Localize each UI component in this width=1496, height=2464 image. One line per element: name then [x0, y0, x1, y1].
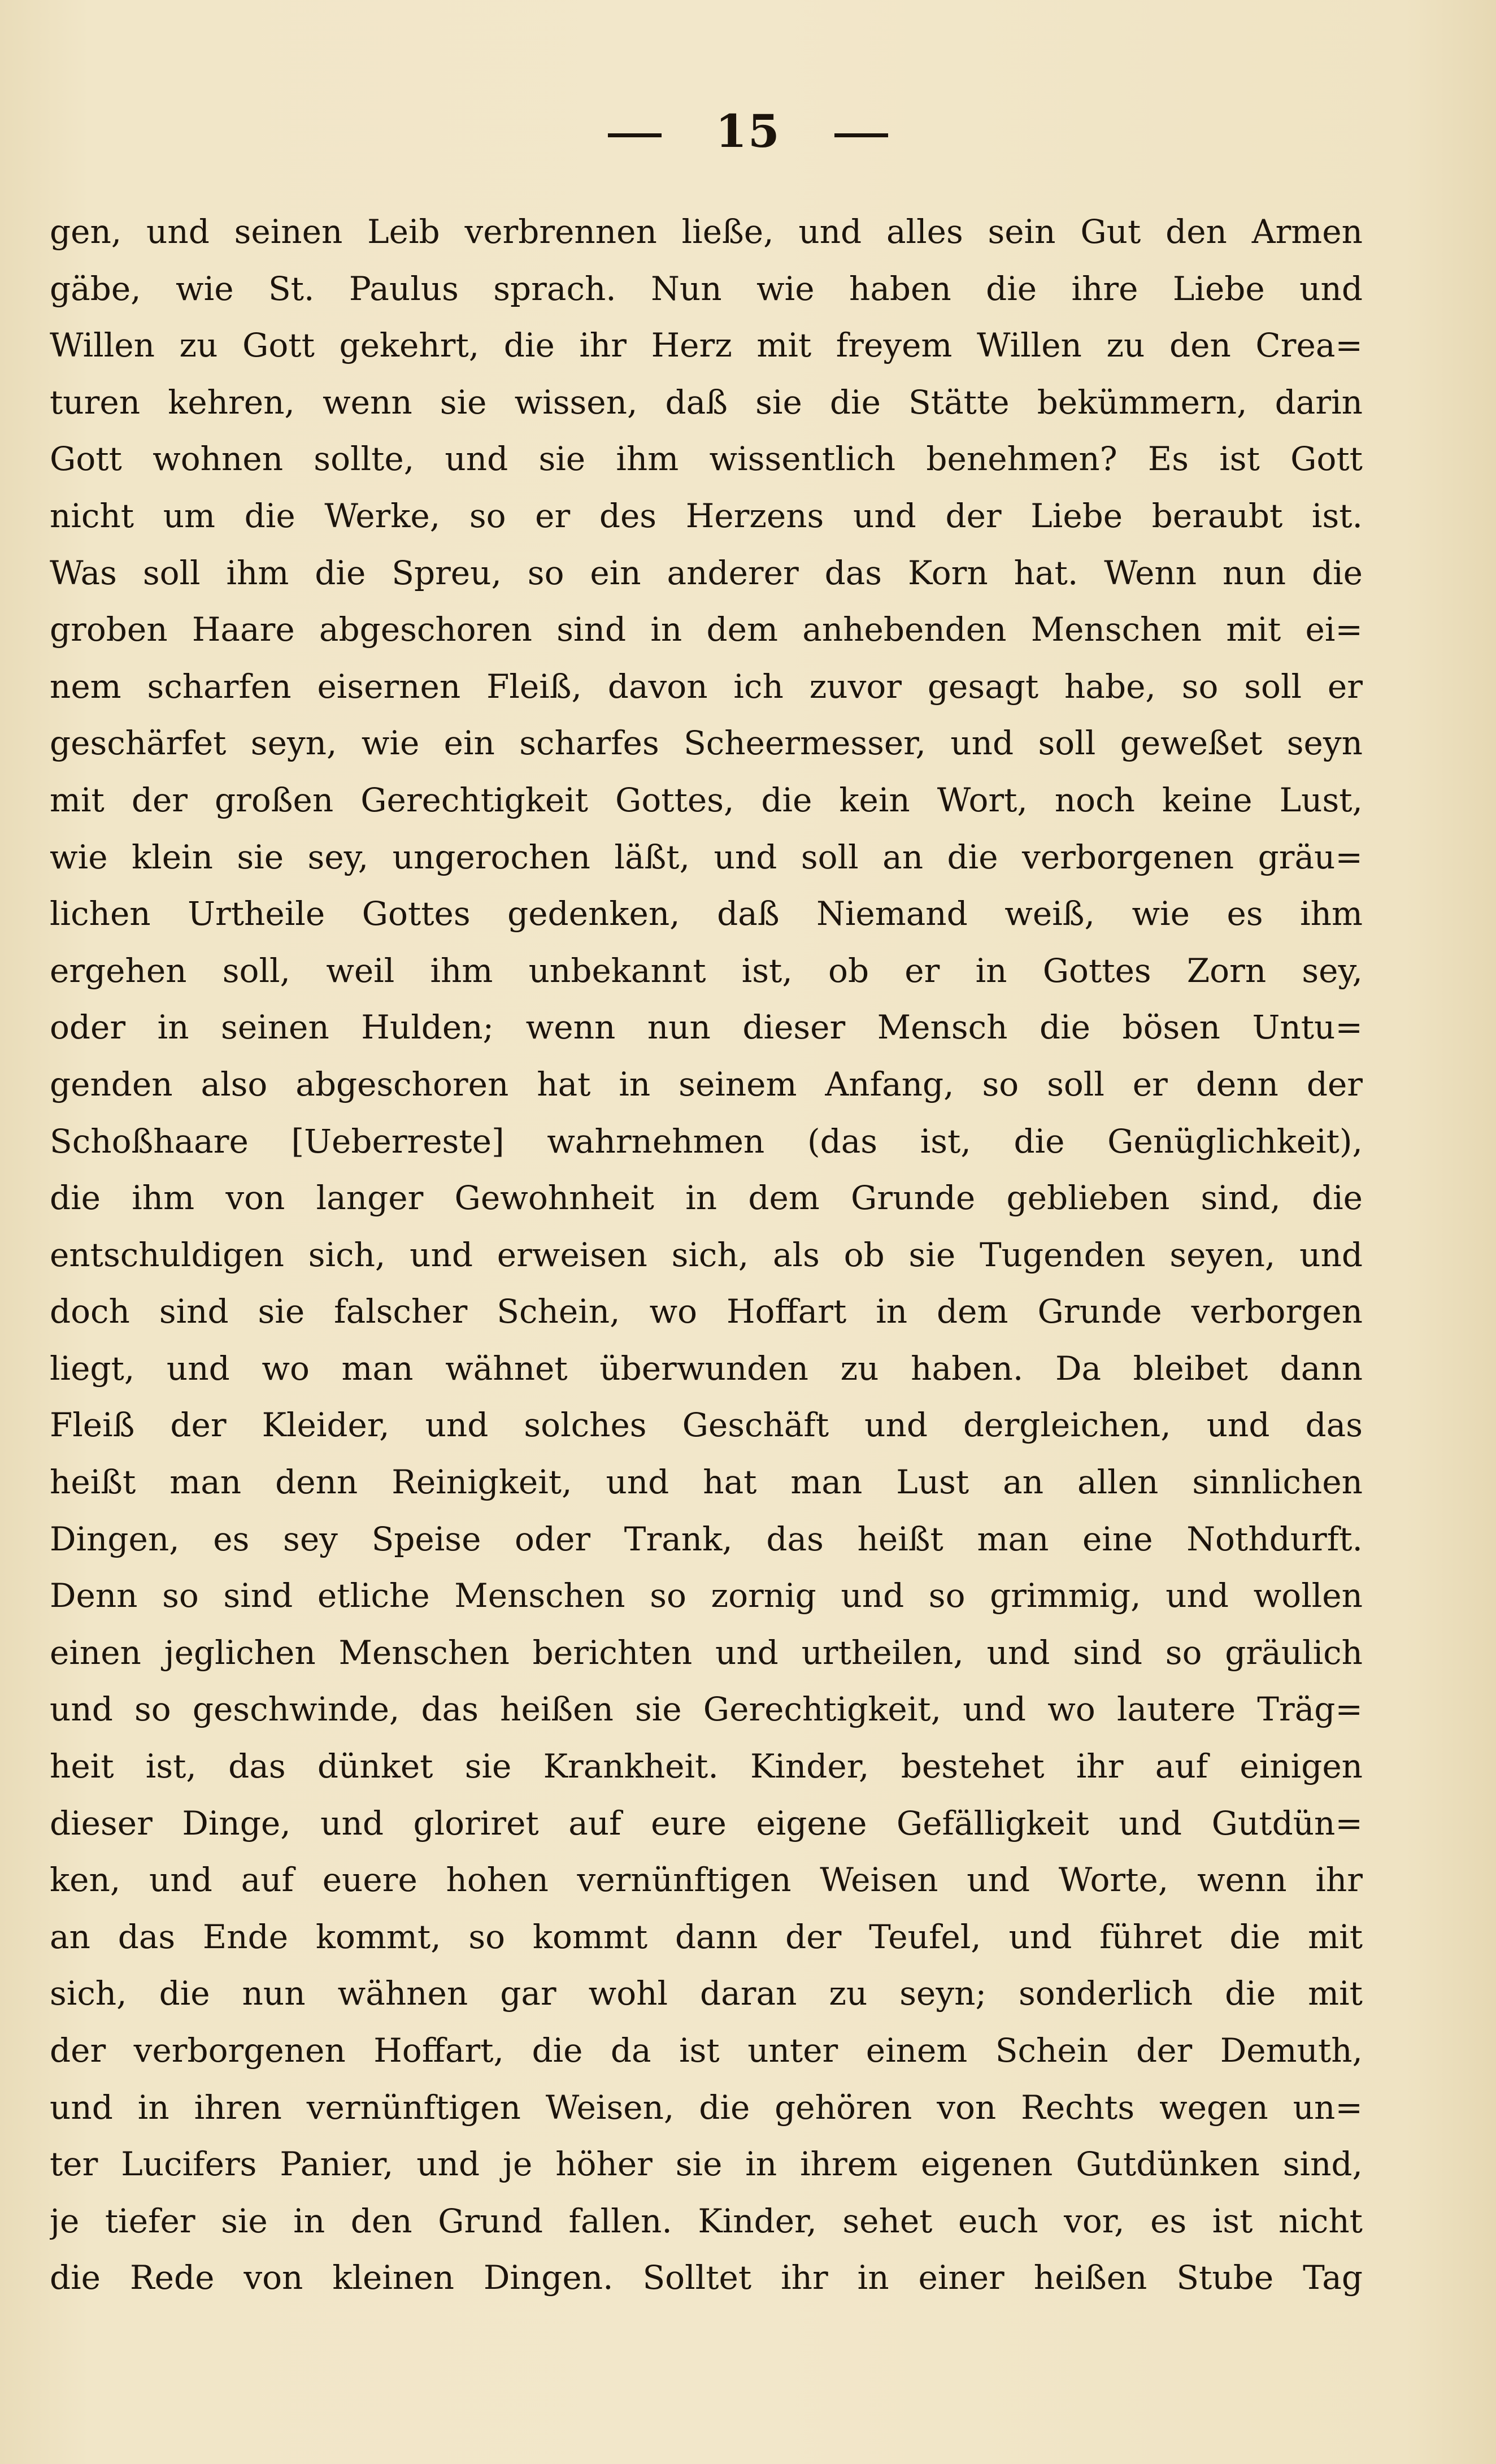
- text-line: nem scharfen eisernen Fleiß, davon ich zuvor gesagt habe, so soll er: [50, 667, 1363, 706]
- text-line: Denn so sind etliche Menschen so zornig und so grimmig, und wollen: [50, 1576, 1363, 1615]
- text-line: ter Lucifers Panier, und je höher sie in ihrem eigenen Gutdünken sind,: [50, 2145, 1363, 2184]
- text-line: die ihm von langer Gewohnheit in dem Grunde geblieben sind, die: [50, 1179, 1363, 1218]
- text-line: ergehen soll, weil ihm unbekannt ist, ob er in Gottes Zorn sey,: [50, 951, 1363, 990]
- text-line: Willen zu Gott gekehrt, die ihr Herz mit freyem Willen zu den Crea=: [50, 326, 1363, 365]
- text-line: genden also abgeschoren hat in seinem Anfang, so soll er denn der: [50, 1064, 1363, 1103]
- header-dash-left: [608, 133, 662, 137]
- text-line: oder in seinen Hulden; wenn nun dieser Mensch die bösen Untu=: [50, 1008, 1363, 1047]
- text-line: heißt man denn Reinigkeit, und hat man Lust an allen sinnlichen: [50, 1463, 1363, 1502]
- text-line: Gott wohnen sollte, und sie ihm wissentlich benehmen? Es ist Gott: [50, 440, 1363, 479]
- body-text: [50, 203, 1363, 2306]
- text-line: die Rede von kleinen Dingen. Solltet ihr in einer heißen Stube Tag: [50, 2258, 1363, 2297]
- text-line: ken, und auf euere hohen vernünftigen Weisen und Worte, wenn ihr: [50, 1861, 1363, 1900]
- text-line: geschärfet seyn, wie ein scharfes Scheermesser, und soll geweßet seyn: [50, 724, 1363, 763]
- page-number: 15: [715, 105, 781, 158]
- text-line: der verborgenen Hoffart, die da ist unter einem Schein der Demuth,: [50, 2031, 1363, 2070]
- text-line: nicht um die Werke, so er des Herzens und der Liebe beraubt ist.: [50, 496, 1363, 535]
- text-line: Was soll ihm die Spreu, so ein anderer das Korn hat. Wenn nun die: [50, 553, 1363, 592]
- page-header: [0, 105, 1496, 158]
- text-line: entschuldigen sich, und erweisen sich, als ob sie Tugenden seyen, und: [50, 1235, 1363, 1274]
- header-dash-right: [834, 133, 888, 137]
- text-line: lichen Urtheile Gottes gedenken, daß Niemand weiß, wie es ihm: [50, 894, 1363, 933]
- text-line: einen jeglichen Menschen berichten und urtheilen, und sind so gräulich: [50, 1633, 1363, 1672]
- text-line: Dingen, es sey Speise oder Trank, das heißt man eine Nothdurft.: [50, 1519, 1363, 1558]
- text-line: je tiefer sie in den Grund fallen. Kinder, sehet euch vor, es ist nicht: [50, 2201, 1363, 2240]
- text-line: dieser Dinge, und gloriret auf eure eigene Gefälligkeit und Gutdün=: [50, 1804, 1363, 1842]
- text-line: und in ihren vernünftigen Weisen, die gehören von Rechts wegen un=: [50, 2088, 1363, 2127]
- text-line: und so geschwinde, das heißen sie Gerechtigkeit, und wo lautere Träg=: [50, 1690, 1363, 1729]
- text-line: wie klein sie sey, ungerochen läßt, und soll an die verborgenen gräu=: [50, 837, 1363, 876]
- text-line: mit der großen Gerechtigkeit Gottes, die kein Wort, noch keine Lust,: [50, 780, 1363, 819]
- text-line: Fleiß der Kleider, und solches Geschäft und dergleichen, und das: [50, 1406, 1363, 1445]
- text-line: sich, die nun wähnen gar wohl daran zu seyn; sonderlich die mit: [50, 1974, 1363, 2013]
- text-line: an das Ende kommt, so kommt dann der Teufel, und führet die mit: [50, 1917, 1363, 1956]
- text-line: groben Haare abgeschoren sind in dem anhebenden Menschen mit ei=: [50, 610, 1363, 649]
- text-line: gäbe, wie St. Paulus sprach. Nun wie haben die ihre Liebe und: [50, 269, 1363, 308]
- text-line: turen kehren, wenn sie wissen, daß sie die Stätte bekümmern, darin: [50, 383, 1363, 421]
- text-line: heit ist, das dünket sie Krankheit. Kinder, bestehet ihr auf einigen: [50, 1747, 1363, 1786]
- text-line: gen, und seinen Leib verbrennen ließe, und alles sein Gut den Armen: [50, 212, 1363, 251]
- text-line: liegt, und wo man wähnet überwunden zu haben. Da bleibet dann: [50, 1349, 1363, 1388]
- text-line: doch sind sie falscher Schein, wo Hoffart in dem Grunde verborgen: [50, 1292, 1363, 1331]
- text-line: Schoßhaare [Ueberreste] wahrnehmen (das ist, die Genüglichkeit),: [50, 1122, 1363, 1161]
